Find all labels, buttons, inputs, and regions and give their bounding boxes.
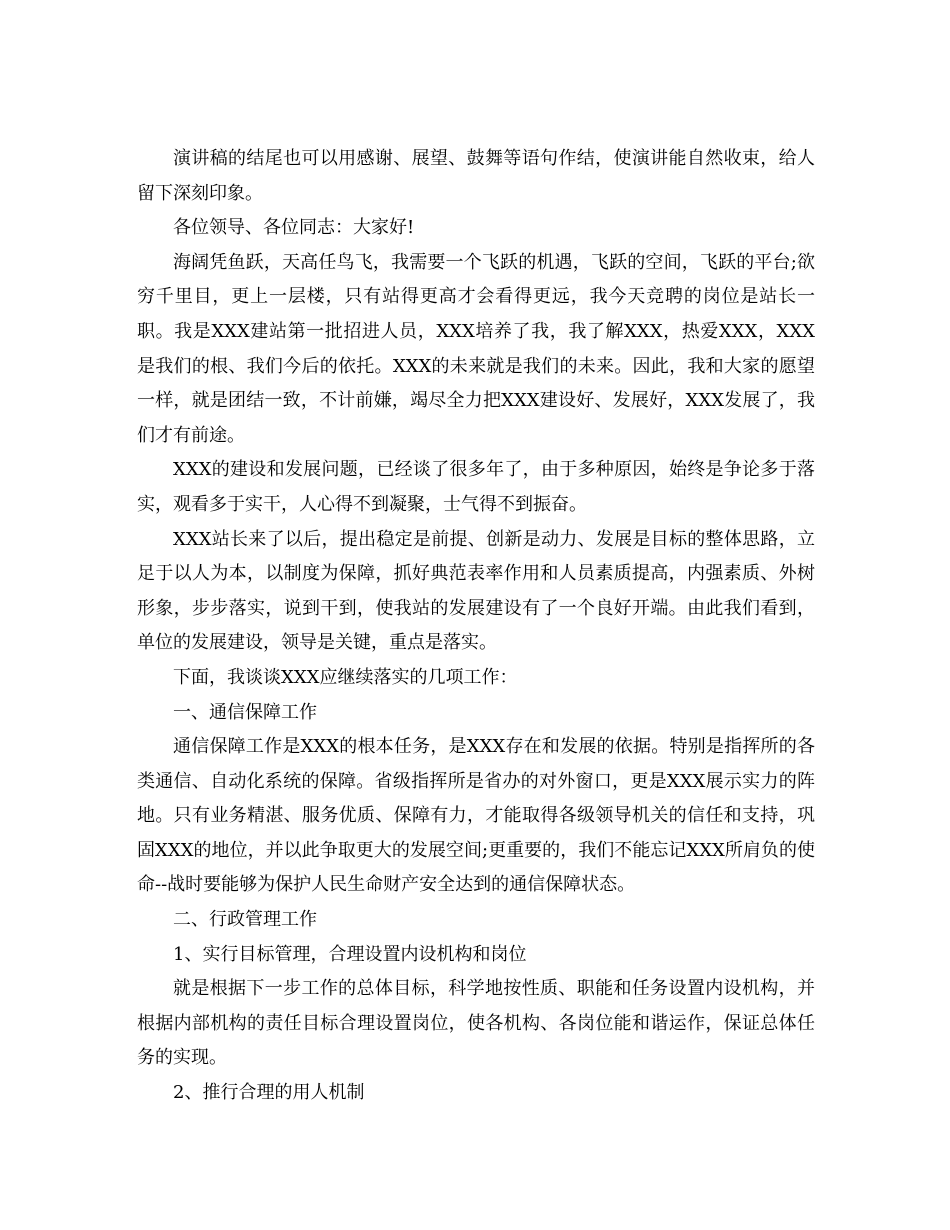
paragraph-opening: 海阔凭鱼跃，天高任鸟飞，我需要一个飞跃的机遇，飞跃的空间，飞跃的平台;欲穷千里目，更上一层楼，只有站得更高才会看得更远，我今天竞聘的岗位是站长一职。我是XXX建站第一批招进人员，XXX培养了我，我了解XXX，热爱XXX，XXX是我们的根、我们今后的依托。XXX的未来就是我们的未来。因此，我和大家的愿望一样，就是团结一致，不计前嫌，竭尽全力把XXX建设好、发展好，XXX发展了，我们才有前途。 (137, 251, 815, 446)
subheading-staffing: 2、推行合理的用人机制 (173, 1082, 365, 1104)
document-body (137, 142, 815, 1111)
paragraph-greeting: 各位领导、各位同志：大家好! (173, 217, 415, 239)
paragraph-target-management: 就是根据下一步工作的总体目标，科学地按性质、职能和任务设置内设机构，并根据内部机构的责任目标合理设置岗位，使各机构、各岗位能和谐运作，保证总体任务的实现。 (137, 978, 815, 1069)
paragraph-station-chief: XXX站长来了以后，提出稳定是前提、创新是动力、发展是目标的整体思路，立足于以人为本，以制度为保障，抓好典范表率作用和人员素质提高，内强素质、外树形象，步步落实，说到干到，使我站的发展建设有了一个良好开端。由此我们看到，单位的发展建设，领导是关键，重点是落实。 (137, 528, 815, 654)
paragraph-communication: 通信保障工作是XXX的根本任务，是XXX存在和发展的依据。特别是指挥所的各类通信、自动化系统的保障。省级指挥所是省办的对外窗口，更是XXX展示实力的阵地。只有业务精湛、服务优质、保障有力，才能取得各级领导机关的信任和支持，巩固XXX的地位，并以此争取更大的发展空间;更重要的，我们不能忘记XXX所肩负的使命--战时要能够为保护人民生命财产安全达到的通信保障状态。 (137, 736, 815, 896)
subheading-target-management: 1、实行目标管理，合理设置内设机构和岗位 (173, 943, 527, 965)
heading-communication: 一、通信保障工作 (173, 701, 317, 723)
paragraph-work-intro: 下面，我谈谈XXX应继续落实的几项工作： (173, 666, 518, 688)
paragraph-development-issue: XXX的建设和发展问题，已经谈了很多年了，由于多种原因，始终是争论多于落实，观看多于实干，人心得不到凝聚，士气得不到振奋。 (137, 459, 815, 515)
paragraph-closing-advice: 演讲稿的结尾也可以用感谢、展望、鼓舞等语句作结，使演讲能自然收束，给人留下深刻印象。 (137, 148, 815, 204)
heading-administration: 二、行政管理工作 (173, 909, 317, 931)
